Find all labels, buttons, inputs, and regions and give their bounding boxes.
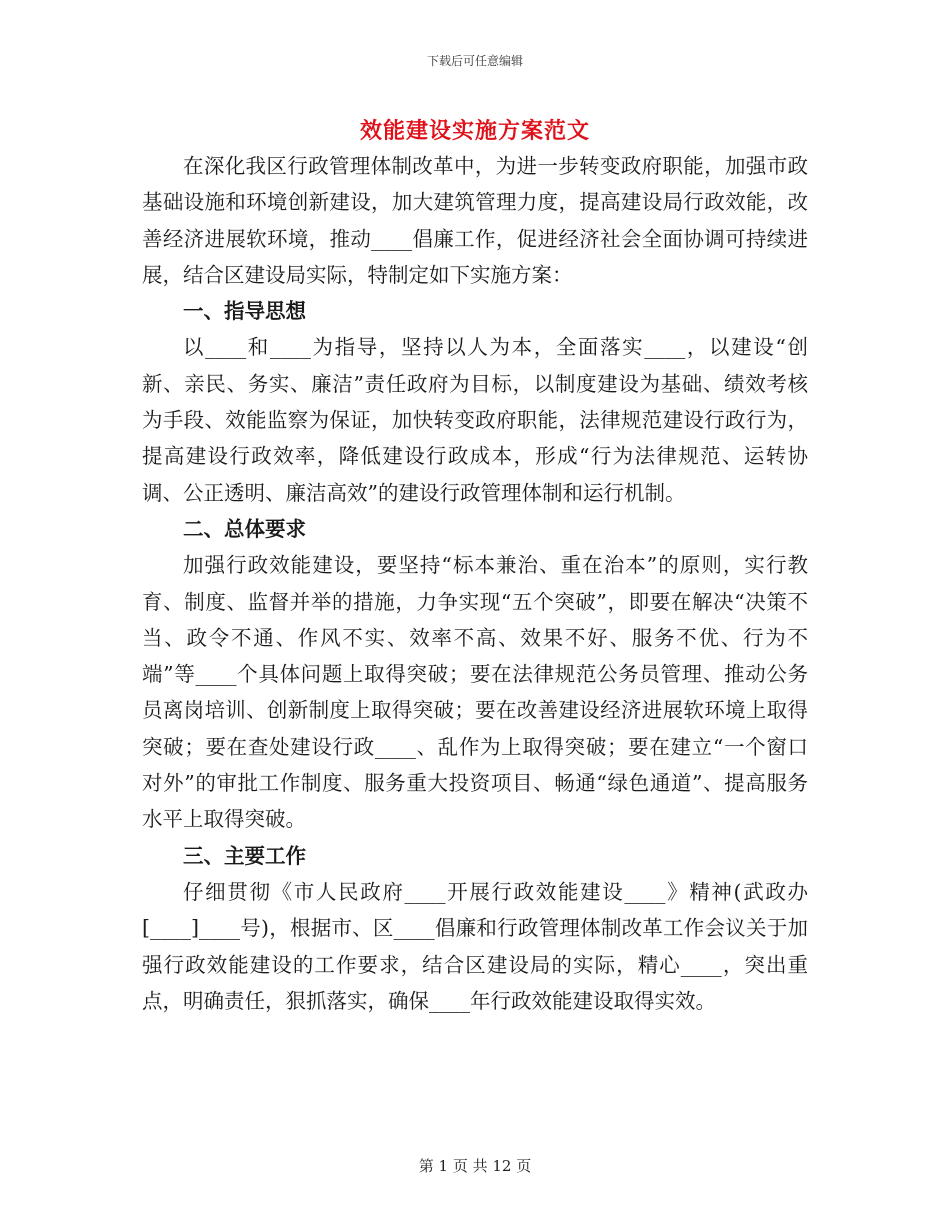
section-heading-2: 二、总体要求 xyxy=(183,516,306,541)
document-body xyxy=(142,148,808,1019)
document-title: 效能建设实施方案范文 xyxy=(359,118,590,144)
header-note: 下载后可任意编辑 xyxy=(426,54,523,68)
page-footer: 第 1 页 共 12 页 xyxy=(418,1157,532,1175)
section-paragraph-1: 以____和____为指导，坚持以人为本，全面落实____，以建设“创新、亲民、务实、廉洁”责任政府为目标，以制度建设为基础、绩效考核为手段、效能监察为保证，加快转变政府职能，法律规范建设行政行为，提高建设行政效率，降低建设行政成本，形成“行为法律规范、运转协调、公正透明、廉洁高效”的建设行政管理体制和运行机制。 xyxy=(142,335,808,505)
intro-paragraph: 在深化我区行政管理体制改革中，为进一步转变政府职能，加强市政基础设施和环境创新建设，加大建筑管理力度，提高建设局行政效能，改善经济进展软环境，推动____倡廉工作，促进经济社会全面协调可持续进展，结合区建设局实际，特制定如下实施方案： xyxy=(142,154,808,287)
section-paragraph-2: 加强行政效能建设，要坚持“标本兼治、重在治本”的原则，实行教育、制度、监督并举的措施，力争实现“五个突破”，即要在解决“决策不当、政令不通、作风不实、效率不高、效果不好、服务不优、行为不端”等____个具体问题上取得突破；要在法律规范公务员管理、推动公务员离岗培训、创新制度上取得突破；要在改善建设经济进展软环境上取得突破；要在查处建设行政____、乱作为上取得突破；要在建立“一个窗口对外”的审批工作制度、服务重大投资项目、畅通“绿色通道”、提高服务水平上取得突破。 xyxy=(142,553,808,832)
section-heading-3: 三、主要工作 xyxy=(183,843,306,868)
section-heading-1: 一、指导思想 xyxy=(183,299,306,324)
section-paragraph-3: 仔细贯彻《市人民政府____开展行政效能建设____》精神(武政办[____]____号)，根据市、区____倡廉和行政管理体制改革工作会议关于加强行政效能建设的工作要求，结合区建设局的实际，精心____，突出重点，明确责任，狠抓落实，确保____年行政效能建设取得实效。 xyxy=(142,879,808,1013)
